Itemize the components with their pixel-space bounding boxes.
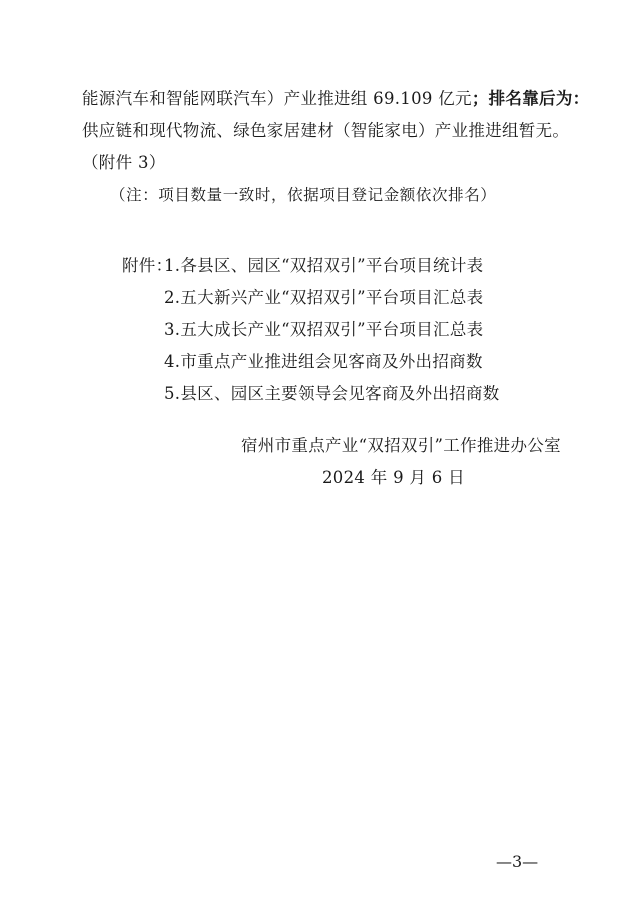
body-line-1-text: 能源汽车和智能网联汽车）产业推进组 69.109 亿元 xyxy=(82,89,472,108)
page-number: —3— xyxy=(496,852,539,871)
attachment-item-5: 5.县区、园区主要领导会见客商及外出招商数 xyxy=(164,384,500,403)
body-line-1 xyxy=(82,89,589,109)
attachment-item-1: 1.各县区、园区“双招双引”平台项目统计表 xyxy=(164,256,484,275)
attachment-item-4: 4.市重点产业推进组会见客商及外出招商数 xyxy=(164,352,483,371)
attachment-item-3: 3.五大成长产业“双招双引”平台项目汇总表 xyxy=(164,320,484,339)
ranking-lower-label: ；排名靠后为： xyxy=(471,89,590,108)
attachments-label: 附件： xyxy=(122,256,173,275)
attachment-reference: （附件 3） xyxy=(82,153,166,172)
issuing-organization: 宿州市重点产业“双招双引”工作推进办公室 xyxy=(241,436,561,455)
attachment-item-2: 2.五大新兴产业“双招双引”平台项目汇总表 xyxy=(164,288,484,307)
body-line-2: 供应链和现代物流、绿色家居建材（智能家电）产业推进组暂无。 xyxy=(82,121,570,140)
ranking-note: （注：项目数量一致时，依据项目登记金额依次排名） xyxy=(110,186,497,204)
issue-date: 2024 年 9 月 6 日 xyxy=(322,468,465,487)
